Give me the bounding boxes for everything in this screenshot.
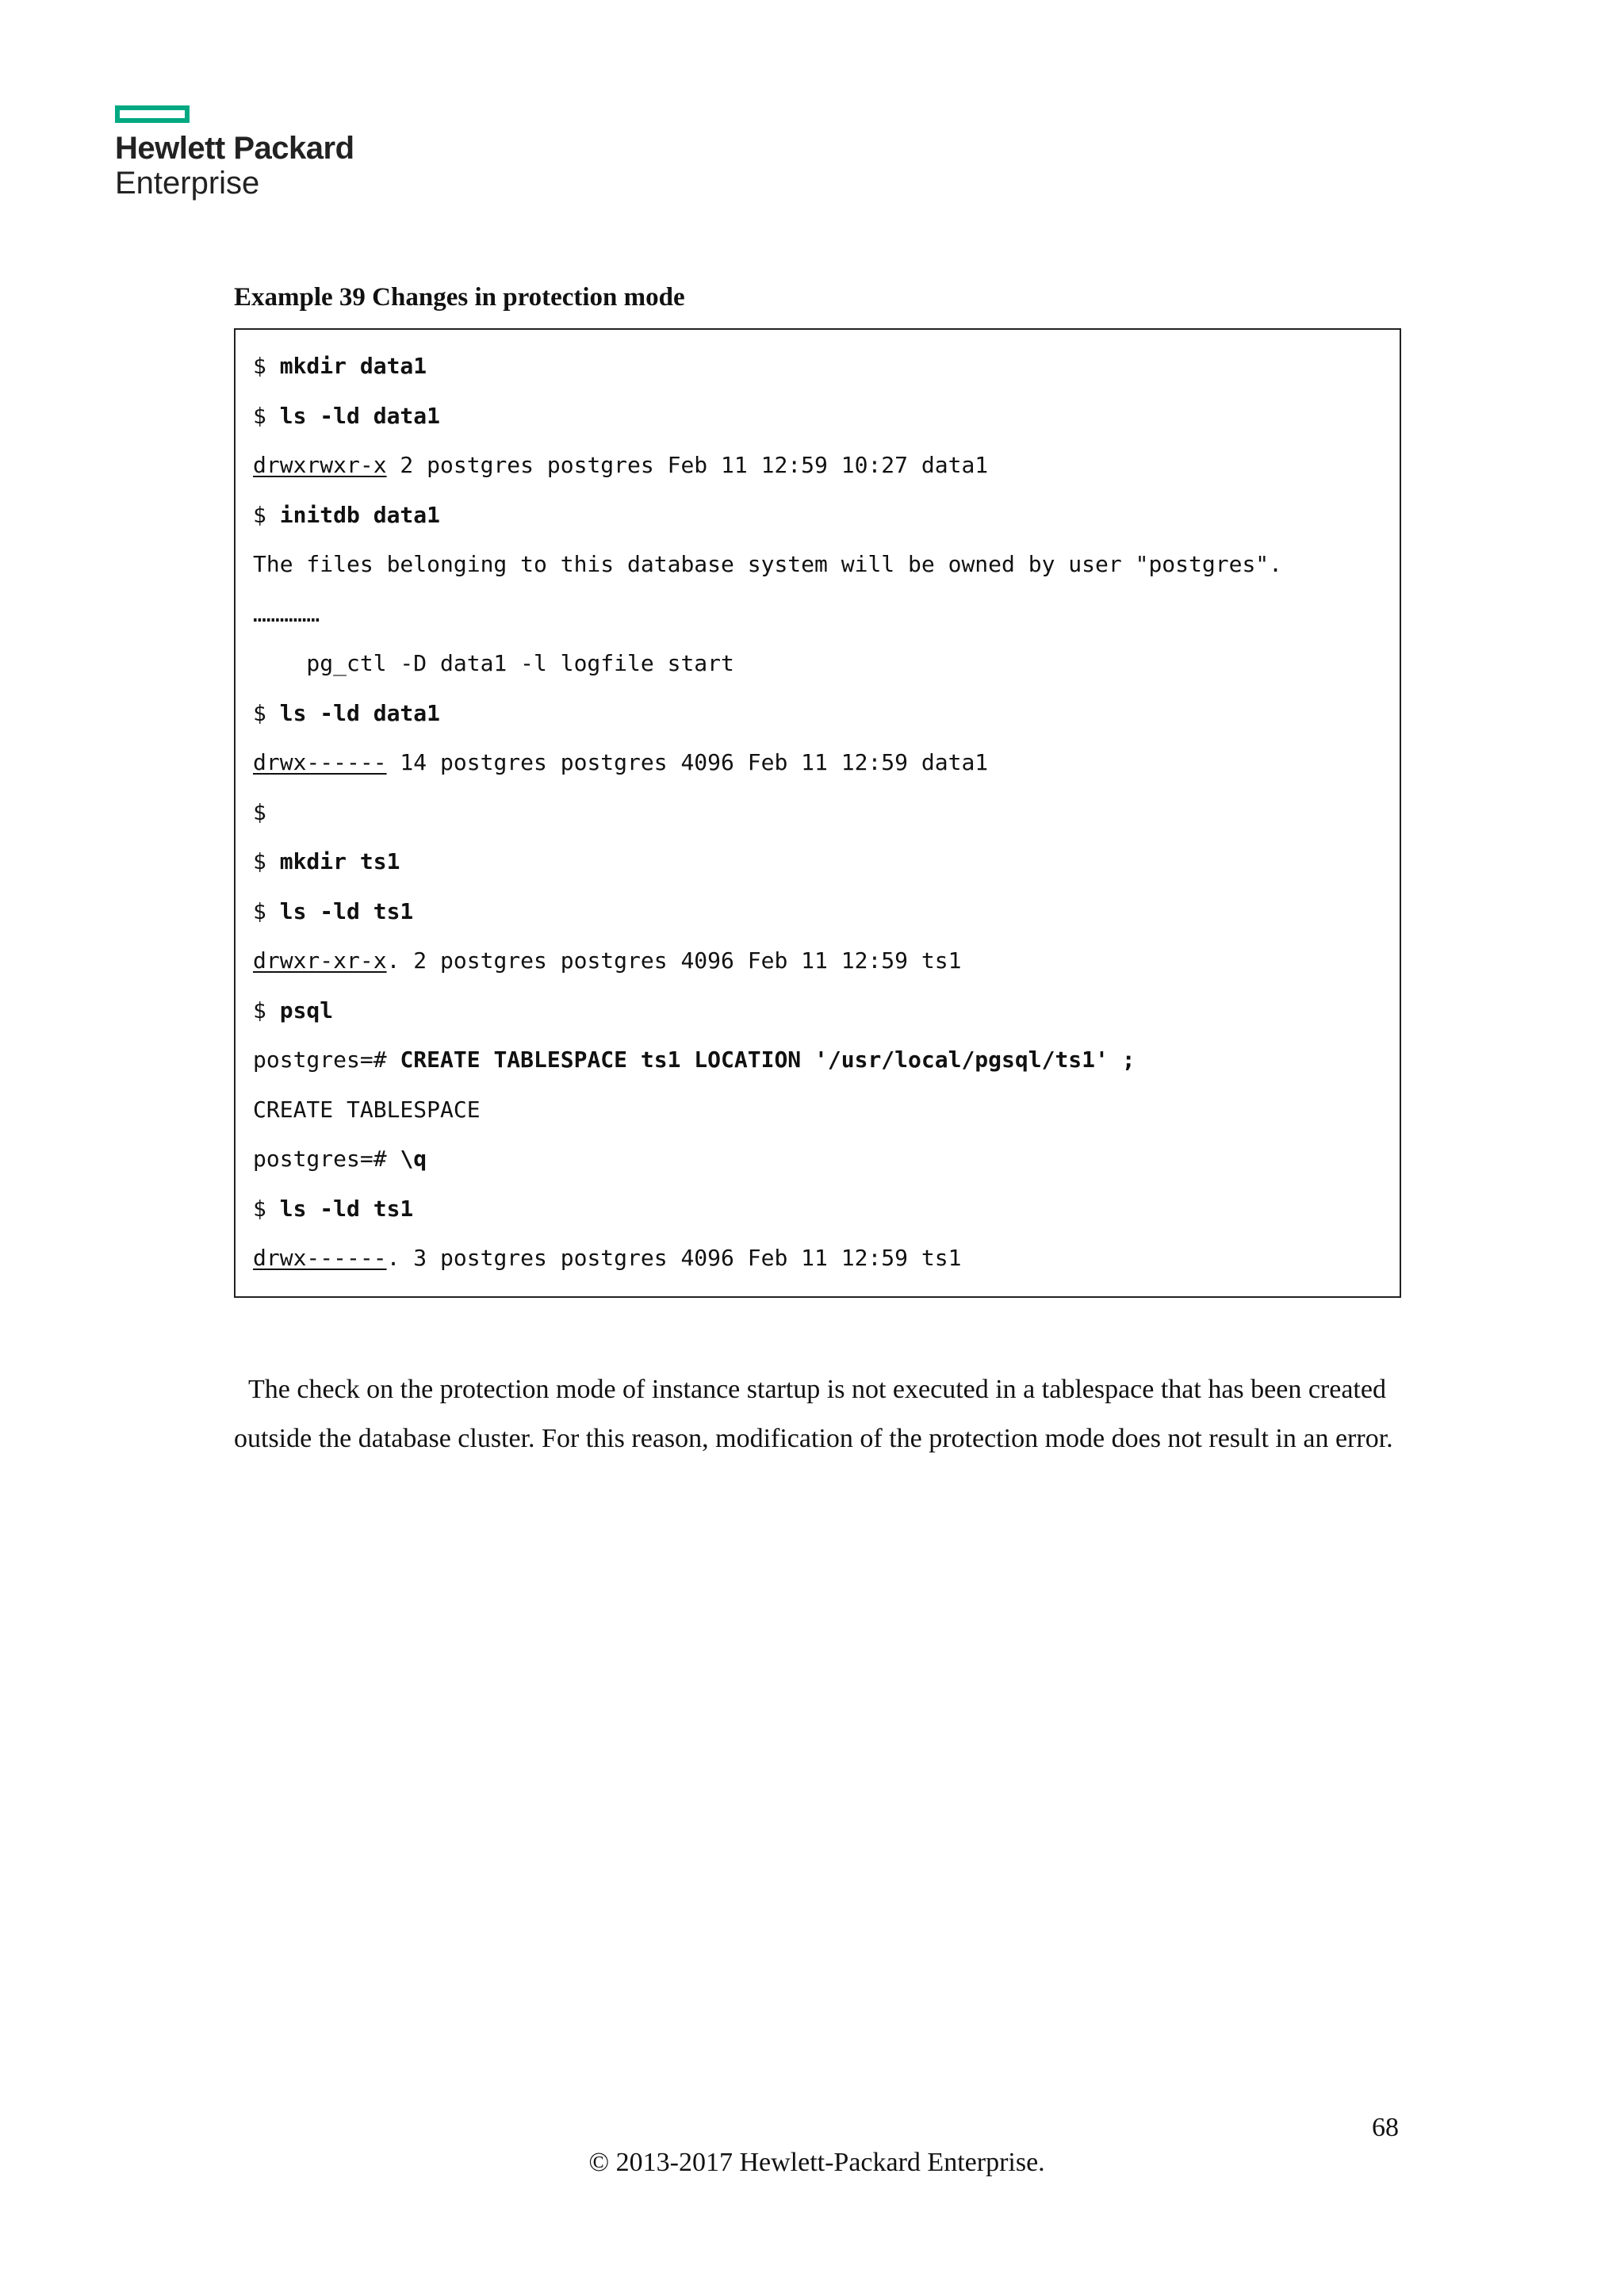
code-line	[253, 392, 1400, 442]
body-paragraph: The check on the protection mode of instance startup is not executed in a tablespace that has been created outside the database cluster. For this reason, modification of the protection mode does not result in an error.	[234, 1375, 1393, 1453]
code-line	[253, 689, 1400, 739]
logo-wordmark-line1: Hewlett Packard	[115, 131, 354, 166]
code-line	[253, 1184, 1400, 1234]
hpe-logo	[115, 105, 354, 201]
code-prompt: $	[253, 402, 280, 429]
code-line	[253, 639, 1400, 689]
code-command: ls -ld data1	[279, 402, 441, 429]
code-line	[253, 837, 1400, 887]
code-command: psql	[279, 997, 334, 1024]
code-command: CREATE TABLESPACE ts1 LOCATION '/usr/local/pgsql/ts1' ;	[400, 1047, 1136, 1073]
code-prompt: $	[253, 1195, 280, 1222]
code-output: . 2 postgres postgres 4096 Feb 11 12:59 ts1	[386, 947, 962, 974]
body-text	[234, 1365, 1404, 1464]
code-output: pg_ctl -D data1 -l logfile start	[253, 650, 734, 676]
code-permissions: drwx------	[253, 1245, 387, 1271]
code-prompt: $	[253, 353, 280, 379]
code-prompt: $	[253, 699, 280, 726]
code-prompt: $	[253, 501, 280, 528]
code-output: The files belonging to this database system will be owned by user "postgres".	[253, 551, 1283, 577]
code-line	[253, 788, 1400, 838]
copyright-notice: © 2013-2017 Hewlett-Packard Enterprise.	[588, 2148, 1045, 2177]
code-line	[253, 1035, 1400, 1085]
code-prompt: postgres=#	[253, 1146, 400, 1172]
code-prompt: $	[253, 997, 280, 1024]
page-number: 68	[1372, 2113, 1399, 2142]
code-line	[253, 887, 1400, 937]
code-command: mkdir data1	[279, 353, 427, 379]
code-output: . 3 postgres postgres 4096 Feb 11 12:59 ts1	[386, 1245, 962, 1271]
logo-wordmark-line2: Enterprise	[115, 166, 260, 201]
code-line	[253, 1234, 1400, 1284]
code-line	[253, 441, 1400, 491]
code-output: CREATE TABLESPACE	[253, 1096, 481, 1123]
code-prompt: $	[253, 897, 280, 924]
hpe-logo-element-icon	[115, 105, 190, 123]
code-listing	[234, 328, 1401, 1298]
code-output: 14 postgres postgres 4096 Feb 11 12:59 data1	[386, 749, 989, 775]
code-command: \q	[400, 1146, 427, 1172]
code-line	[253, 342, 1400, 392]
example-caption: Example 39 Changes in protection mode	[234, 283, 685, 312]
code-command: initdb data1	[279, 501, 441, 528]
code-output: ……………	[253, 600, 320, 627]
code-prompt: $	[253, 848, 280, 874]
code-line	[253, 590, 1400, 640]
code-line	[253, 936, 1400, 986]
code-command: ls -ld ts1	[279, 897, 414, 924]
code-line	[253, 986, 1400, 1036]
code-line	[253, 1135, 1400, 1184]
code-command: mkdir ts1	[279, 848, 400, 874]
code-line	[253, 540, 1400, 590]
code-line	[253, 491, 1400, 541]
code-output: 2 postgres postgres Feb 11 12:59 10:27 data1	[386, 452, 989, 478]
code-line	[253, 1085, 1400, 1135]
code-line	[253, 738, 1400, 788]
code-permissions: drwxrwxr-x	[253, 452, 387, 478]
code-command: ls -ld data1	[279, 699, 441, 726]
code-permissions: drwxr-xr-x	[253, 947, 387, 974]
code-prompt: postgres=#	[253, 1047, 400, 1073]
code-permissions: drwx------	[253, 749, 387, 775]
code-output: $	[253, 798, 266, 825]
code-command: ls -ld ts1	[279, 1195, 414, 1222]
